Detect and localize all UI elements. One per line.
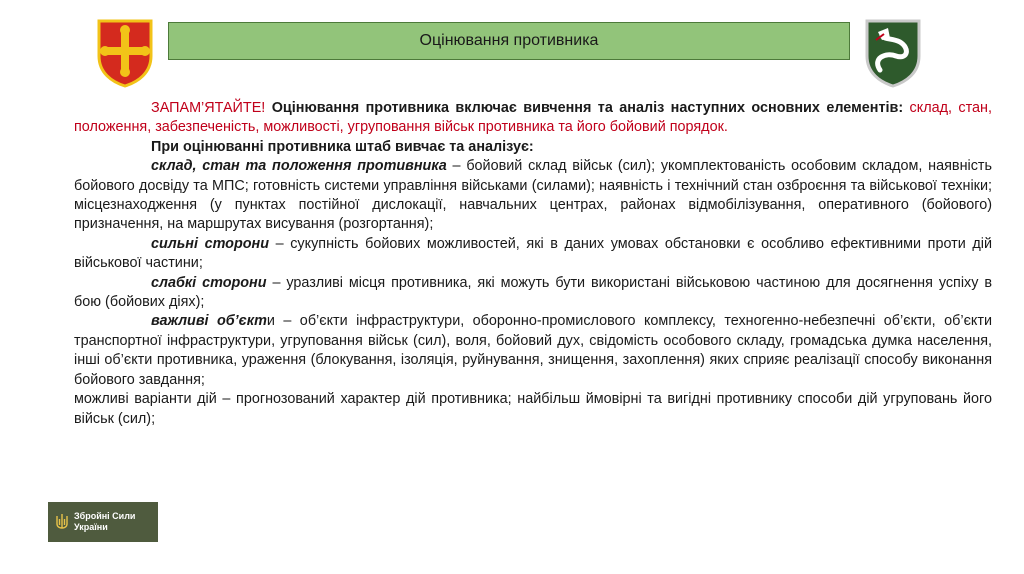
term-important-objects: важливі об’єкт <box>151 313 267 330</box>
paragraph-important-objects <box>74 312 992 390</box>
paragraph-courses-of-action <box>74 390 992 429</box>
intro-lead: Оцінювання противника включає вивчення та аналіз наступних основних елементів: <box>265 100 904 116</box>
intro-elements-list: склад, стан, положення, забезпеченість, можливості, угруповання військ противника та його бойовий порядок. <box>74 100 992 136</box>
paragraph-weaknesses <box>74 274 992 313</box>
term-composition: склад, стан та положення противника <box>151 158 447 175</box>
text-important-objects: – об’єкти інфраструктури, оборонно-промислового комплексу, техногенно-небезпечні об’єкти, об’єкти транспортної інфраструктури, угруповання військ (сил), воля, бойовий дух, свідомість особового складу, громадська думка населення, інші об’єкти противника, ураження (блокування, ізоляція, руйнування, знищення, захоплення) яких сприяє реалізації способу виконання бойового завдання; <box>74 313 992 388</box>
slide-title-bar <box>168 22 850 60</box>
logo-line-1: Збройні Сили <box>74 511 136 521</box>
right-unit-emblem-icon <box>864 18 922 88</box>
term-courses-of-action: можливі варіанти дій <box>74 391 217 408</box>
slide-title: Оцінювання противника <box>419 32 599 49</box>
trident-icon <box>56 513 68 531</box>
term-important-objects-tail: и <box>266 313 275 330</box>
logo-line-2: України <box>74 522 108 532</box>
armed-forces-logo <box>48 502 158 542</box>
text-courses-of-action: – прогнозований характер дій противника; найбільш ймовірні та вигідні противнику способи дій угруповань його військ (сил); <box>74 391 992 427</box>
paragraph-composition <box>74 157 992 235</box>
slide-body <box>74 99 992 429</box>
text-strengths: – сукупність бойових можливостей, які в даних умовах обстановки є особливо ефективними проти дій військової частини; <box>74 235 992 272</box>
text-composition: – бойовий склад військ (сил); укомплектованість особовим складом, наявність бойового досвіду та МПС; готовність системи управління військами (силами); наявність і технічний стан озброєння та військової техніки; місцезнаходження (у пунктах постійної дислокації, навчальних центрах, районах відмобілізування, оперативного (бойового) призначення, на маршрутах висування (розгортання); <box>74 158 992 233</box>
text-weaknesses: – уразливі місця противника, які можуть бути використані військовою частиною для досягнення успіху в бою (бойових діях); <box>74 274 992 311</box>
term-strengths: сильні сторони <box>151 235 270 252</box>
left-unit-emblem-icon <box>96 18 154 88</box>
paragraph-staff-analysis: При оцінюванні противника штаб вивчає та аналізує: <box>151 138 534 155</box>
paragraph-strengths <box>74 235 992 274</box>
term-weaknesses: слабкі сторони <box>151 274 267 291</box>
remember-label: ЗАПАМ’ЯТАЙТЕ! <box>151 100 266 116</box>
paragraph-intro <box>74 99 992 138</box>
